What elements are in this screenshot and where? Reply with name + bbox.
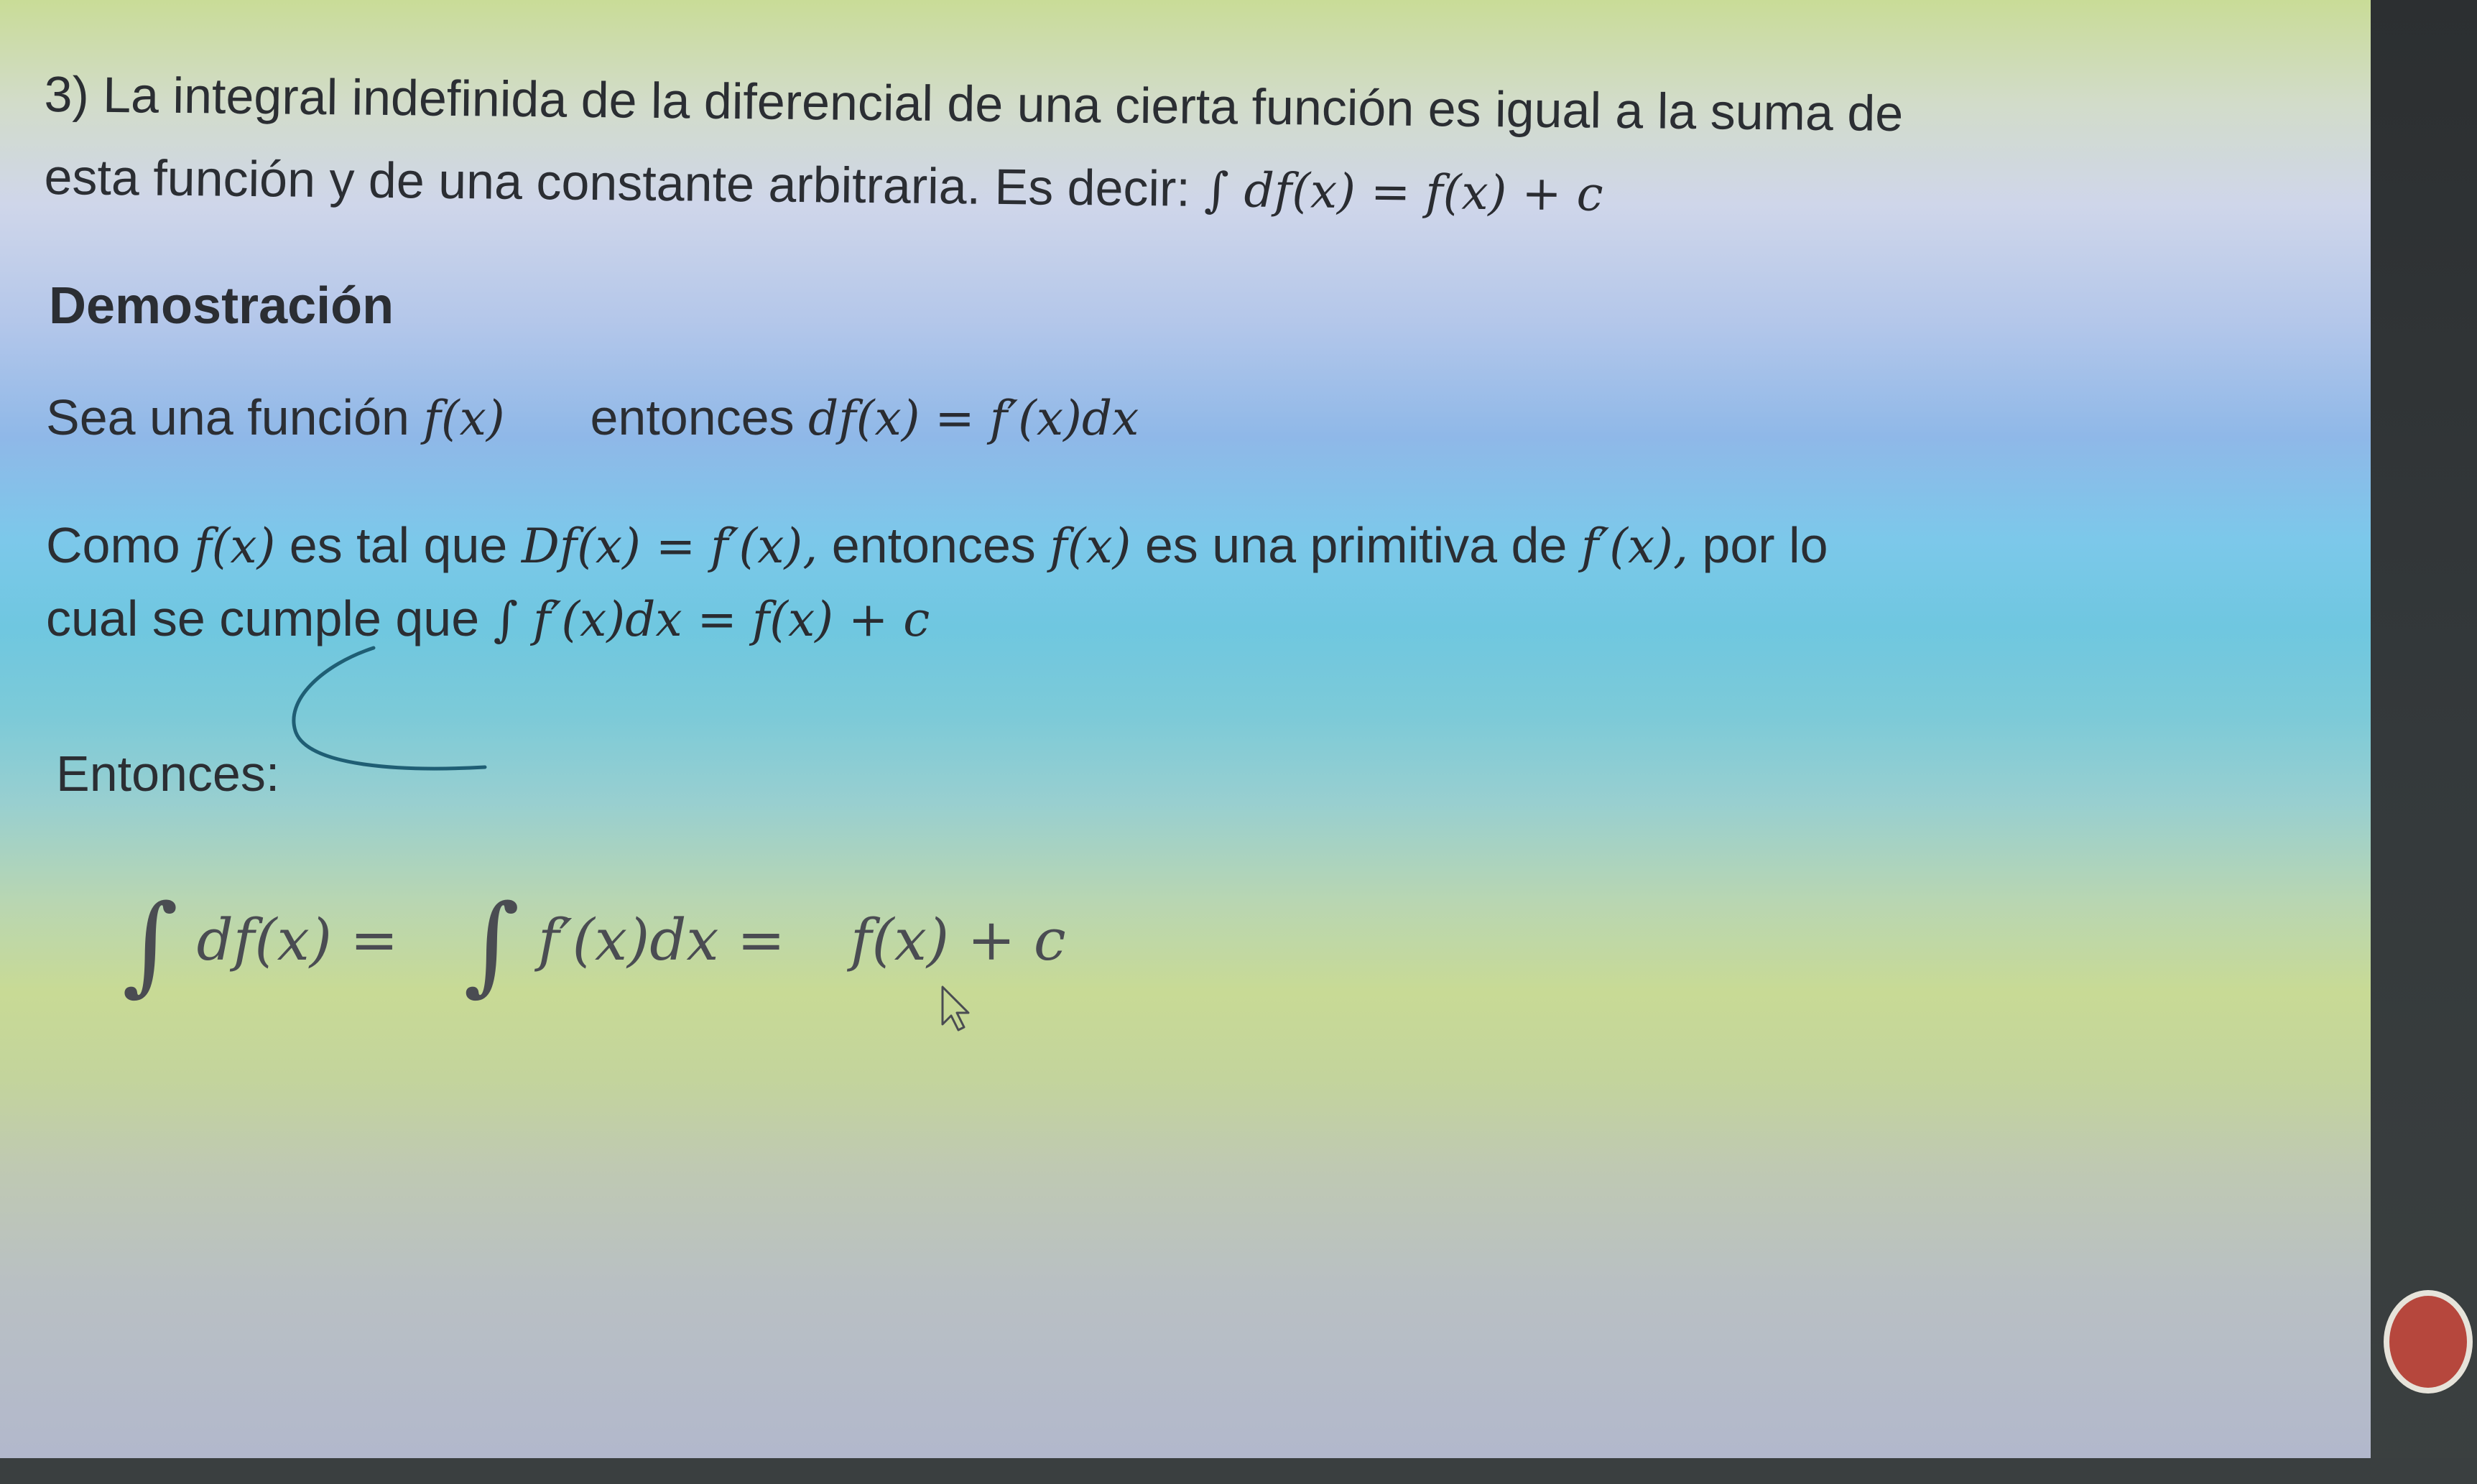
theorem-line-1: 3) La integral indefinida de la diferencial de una cierta función es igual a la suma de — [44, 65, 1904, 142]
cual-line: cual se cumple que ∫ f′(x)dx = f(x) + c — [46, 590, 930, 647]
final-part-1: df(x) = — [196, 906, 399, 973]
como-line: Como f(x) es tal que Df(x) = f′(x), entonces f(x) es una primitiva de f′(x), por lo — [46, 517, 1828, 574]
final-part-3: f(x) + c — [850, 906, 1066, 973]
integral-sign-2: ∫ — [463, 882, 520, 1007]
theorem-formula: ∫ df(x) = f(x) + c — [1203, 162, 1604, 222]
ink-annotation — [280, 632, 489, 776]
entonces-label: Entonces: — [56, 746, 280, 802]
proof-heading: Demostración — [49, 277, 394, 335]
right-bezel — [2371, 0, 2477, 1484]
final-part-2: f′(x)dx = — [537, 906, 785, 973]
theorem-line-2: esta función y de una constante arbitraria. Es decir: ∫ df(x) = f(x) + c — [44, 148, 1604, 222]
integral-sign-1: ∫ — [122, 882, 179, 1007]
sea-line: Sea una función f(x) entonces df(x) = f′(x)dx — [46, 389, 1139, 446]
mouse-cursor-icon — [940, 984, 976, 1034]
bottom-bezel — [0, 1458, 2477, 1484]
record-button[interactable] — [2384, 1290, 2473, 1393]
final-equation — [122, 882, 1066, 1007]
